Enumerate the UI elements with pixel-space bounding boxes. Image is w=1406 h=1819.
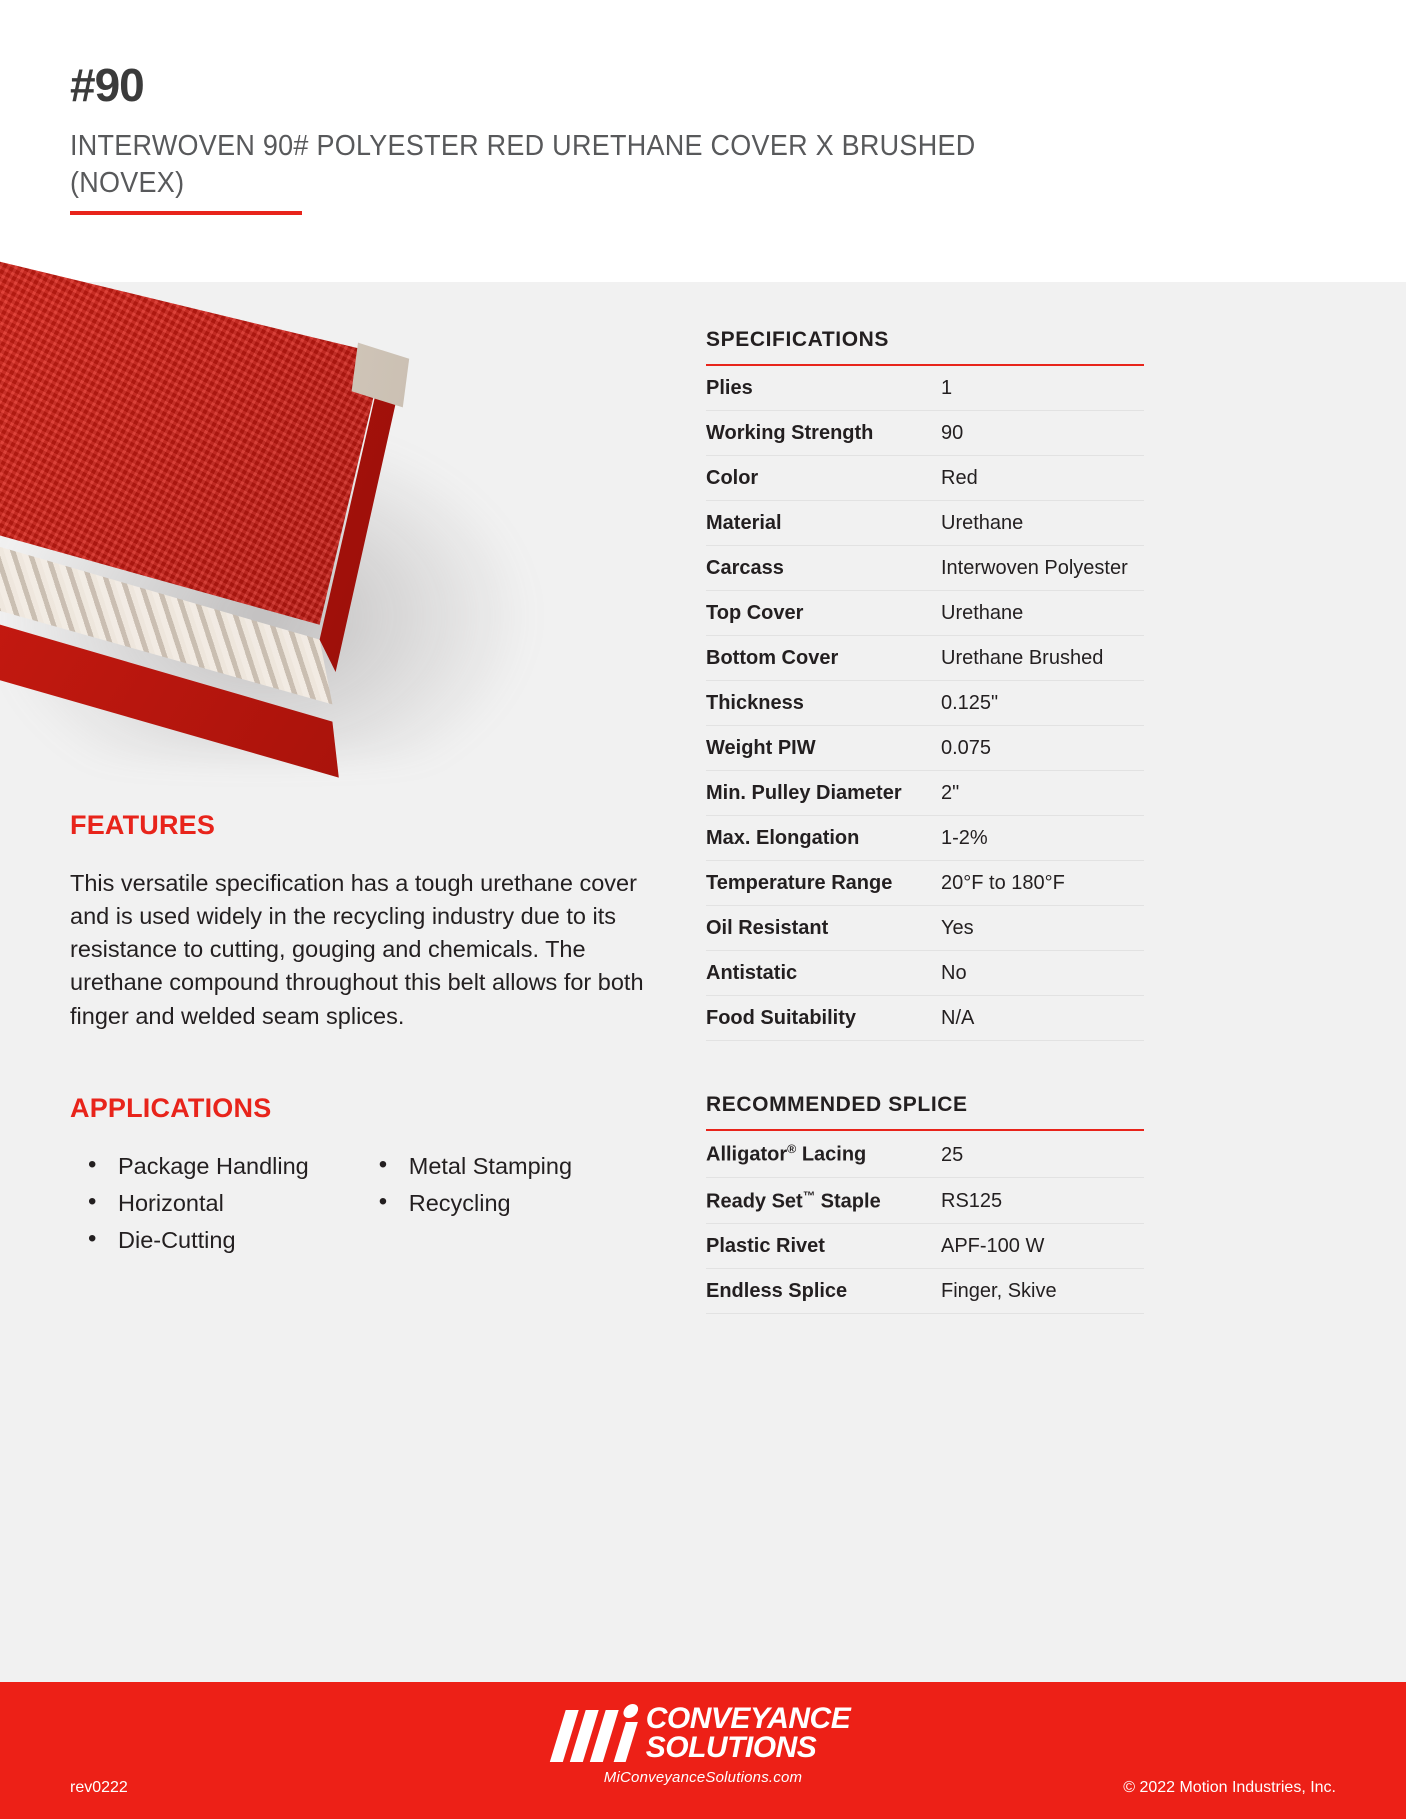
spec-value: 1 bbox=[941, 366, 1144, 411]
logo-line-two: SOLUTIONS bbox=[645, 1731, 817, 1765]
logo-dot-icon bbox=[622, 1704, 640, 1718]
table-row bbox=[706, 816, 1144, 861]
spec-value: 0.075 bbox=[941, 726, 1144, 771]
spec-label: Working Strength bbox=[706, 411, 941, 456]
table-row bbox=[706, 636, 1144, 681]
spec-value: No bbox=[941, 951, 1144, 996]
copyright-label: © 2022 Motion Industries, Inc. bbox=[1123, 1779, 1336, 1796]
table-row bbox=[706, 771, 1144, 816]
list-item: • Die-Cutting bbox=[70, 1224, 309, 1256]
spec-value: 1-2% bbox=[941, 816, 1144, 861]
features-heading: FEATURES bbox=[70, 810, 216, 840]
page-title: INTERWOVEN 90# POLYESTER RED URETHANE COVER X BRUSHED (NOVEX) bbox=[70, 130, 976, 200]
spec-label: Bottom Cover bbox=[706, 636, 941, 681]
table-row bbox=[706, 456, 1144, 501]
spec-label: Oil Resistant bbox=[706, 906, 941, 951]
company-url: MiConveyanceSolutions.com bbox=[603, 1769, 803, 1787]
table-row bbox=[706, 1131, 1144, 1177]
mi-logo-icon bbox=[556, 1704, 640, 1762]
table-row bbox=[706, 411, 1144, 456]
splice-value: APF-100 W bbox=[941, 1224, 1144, 1269]
recommended-splice-heading: RECOMMENDED SPLICE bbox=[706, 1093, 968, 1116]
applications-lists bbox=[70, 1150, 650, 1262]
applications-section bbox=[70, 1093, 650, 1262]
spec-value: N/A bbox=[941, 996, 1144, 1041]
spec-label: Material bbox=[706, 501, 941, 546]
specifications-table bbox=[706, 366, 1144, 1041]
list-item: • Horizontal bbox=[70, 1187, 309, 1219]
page-footer bbox=[0, 1682, 1406, 1819]
splice-value: Finger, Skive bbox=[941, 1269, 1144, 1314]
spec-label: Carcass bbox=[706, 546, 941, 591]
logo-line-one: CONVEYANCE bbox=[645, 1702, 851, 1735]
list-item: • Package Handling bbox=[70, 1150, 309, 1182]
spec-value: Yes bbox=[941, 906, 1144, 951]
revision-label: rev0222 bbox=[70, 1779, 128, 1796]
table-row bbox=[706, 501, 1144, 546]
table-row bbox=[706, 366, 1144, 411]
sku-number: #90 bbox=[70, 59, 144, 111]
features-section bbox=[70, 810, 650, 1033]
table-row bbox=[706, 546, 1144, 591]
spec-value: 2" bbox=[941, 771, 1144, 816]
spec-label: Max. Elongation bbox=[706, 816, 941, 861]
spec-label: Top Cover bbox=[706, 591, 941, 636]
splice-value: RS125 bbox=[941, 1177, 1144, 1224]
splice-value: 25 bbox=[941, 1131, 1144, 1177]
spec-label: Antistatic bbox=[706, 951, 941, 996]
spec-label: Thickness bbox=[706, 681, 941, 726]
main-content bbox=[0, 282, 1406, 1407]
table-row bbox=[706, 1224, 1144, 1269]
table-row bbox=[706, 681, 1144, 726]
features-body: This versatile specification has a tough urethane cover and is used widely in the recycling industry due to its resistance to cutting, gouging and chemicals. The urethane compound throughout this belt allows for both finger and welded seam splices. bbox=[70, 870, 644, 1029]
table-row bbox=[706, 906, 1144, 951]
spec-value: Urethane bbox=[941, 501, 1144, 546]
spec-label: Food Suitability bbox=[706, 996, 941, 1041]
splice-label: Plastic Rivet bbox=[706, 1224, 941, 1269]
spec-value: Urethane Brushed bbox=[941, 636, 1144, 681]
spec-value: Interwoven Polyester bbox=[941, 546, 1144, 591]
company-logo bbox=[556, 1704, 850, 1786]
recommended-splice-panel bbox=[706, 1093, 1144, 1314]
splice-label: Endless Splice bbox=[706, 1269, 941, 1314]
spec-value: Urethane bbox=[941, 591, 1144, 636]
table-row bbox=[706, 591, 1144, 636]
table-row bbox=[706, 951, 1144, 996]
splice-label: Alligator® Lacing bbox=[706, 1131, 941, 1177]
table-row bbox=[706, 726, 1144, 771]
specifications-heading: SPECIFICATIONS bbox=[706, 328, 890, 351]
left-column bbox=[70, 810, 650, 1262]
spec-value: 90 bbox=[941, 411, 1144, 456]
spec-label: Min. Pulley Diameter bbox=[706, 771, 941, 816]
specifications-panel bbox=[706, 328, 1144, 1314]
spec-label: Weight PIW bbox=[706, 726, 941, 771]
spec-value: 0.125" bbox=[941, 681, 1144, 726]
spec-value: Red bbox=[941, 456, 1144, 501]
table-row bbox=[706, 861, 1144, 906]
splice-label: Ready Set™ Staple bbox=[706, 1177, 941, 1224]
table-row bbox=[706, 996, 1144, 1041]
spec-label: Temperature Range bbox=[706, 861, 941, 906]
applications-column-two bbox=[361, 1150, 572, 1262]
logo-row bbox=[556, 1702, 851, 1765]
spec-label: Plies bbox=[706, 366, 941, 411]
list-item: • Metal Stamping bbox=[361, 1150, 572, 1182]
recommended-splice-table bbox=[706, 1131, 1144, 1314]
applications-heading: APPLICATIONS bbox=[70, 1092, 272, 1123]
table-row bbox=[706, 1269, 1144, 1314]
logo-wordmark bbox=[645, 1702, 851, 1765]
page-header bbox=[0, 0, 1406, 282]
spec-label: Color bbox=[706, 456, 941, 501]
product-image bbox=[0, 250, 630, 820]
title-accent-rule bbox=[70, 211, 302, 215]
spec-value: 20°F to 180°F bbox=[941, 861, 1144, 906]
list-item: • Recycling bbox=[361, 1187, 572, 1219]
table-row bbox=[706, 1177, 1144, 1224]
applications-column-one bbox=[70, 1150, 309, 1262]
